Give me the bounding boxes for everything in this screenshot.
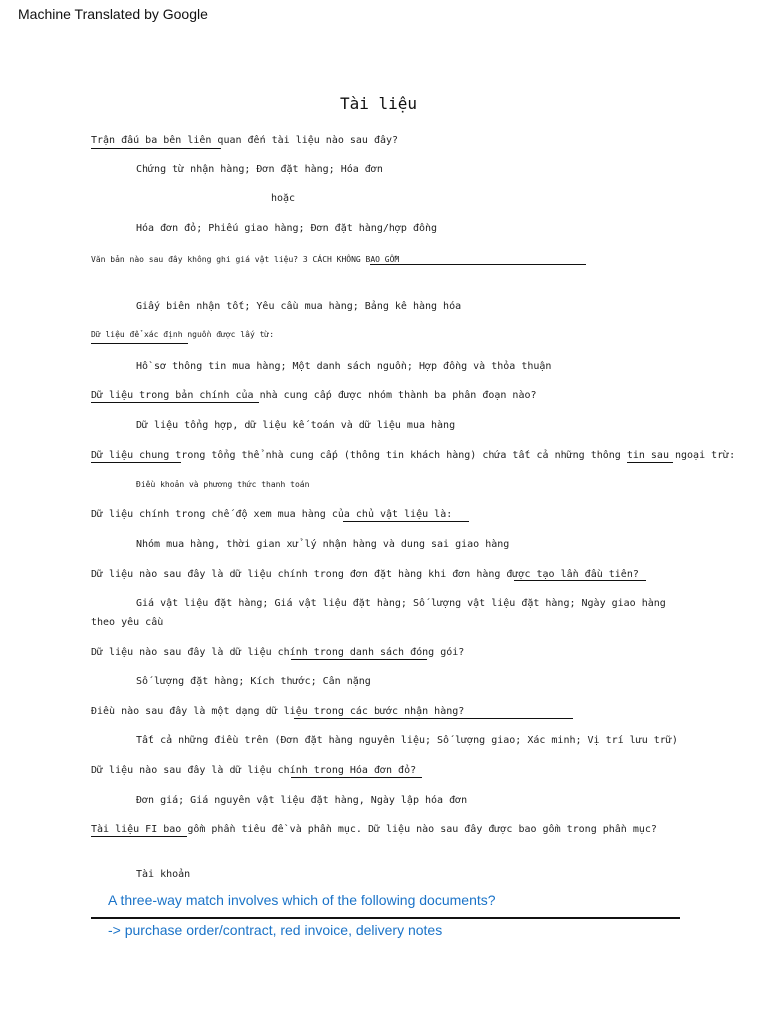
question-line: Dữ liệu trong bản chính của nhà cung cấp được nhóm thành ba phân đoạn nào?	[91, 390, 537, 401]
answer-line-continued: theo yêu cầu	[91, 617, 164, 628]
underline	[91, 148, 221, 149]
question-line: Văn bản nào sau đây không ghi giá vật liệu? 3 CÁCH KHÔNG BAO GỒM	[91, 255, 400, 264]
answer-line: Giấy biên nhận tốt; Yêu cầu mua hàng; Bảng kê hàng hóa	[136, 301, 462, 312]
question-line: Dữ liệu chung trong tổng thể nhà cung cấp (thông tin khách hàng) chứa tất cả những thông tin sau ngoại trừ:	[91, 450, 736, 461]
question-line: Dữ liệu nào sau đây là dữ liệu chính trong Hóa đơn đỏ?	[91, 765, 417, 776]
question-line: Dữ liệu chính trong chế độ xem mua hàng của chủ vật liệu là:	[91, 509, 453, 520]
answer-line: Dữ liệu tổng hợp, dữ liệu kế toán và dữ liệu mua hàng	[136, 420, 456, 431]
underline	[343, 521, 469, 522]
underline	[91, 836, 187, 837]
answer-line: Điều khoản và phương thức thanh toán	[136, 480, 310, 489]
answer-line: Giá vật liệu đặt hàng; Giá vật liệu đặt hàng; Số lượng vật liệu đặt hàng; Ngày giao hàng	[136, 598, 666, 609]
document-title: Tài liệu	[340, 94, 418, 113]
overlay-underline	[91, 917, 680, 919]
underline	[627, 462, 673, 463]
answer-line: Tài khoản	[136, 869, 191, 880]
underline	[91, 402, 259, 403]
question-line: Dữ liệu để xác định nguồn được lấy từ:	[91, 330, 275, 339]
question-line: Dữ liệu nào sau đây là dữ liệu chính trong đơn đặt hàng khi đơn hàng được tạo lần đầu tiên?	[91, 569, 639, 580]
answer-line: Nhóm mua hàng, thời gian xử lý nhận hàng và dung sai giao hàng	[136, 539, 510, 550]
or-line: hoặc	[271, 193, 296, 204]
underline	[514, 580, 646, 581]
underline	[291, 777, 422, 778]
answer-line: Số lượng đặt hàng; Kích thước; Cân nặng	[136, 676, 371, 687]
question-line: Điều nào sau đây là một dạng dữ liệu trong các bước nhận hàng?	[91, 706, 465, 717]
machine-translated-label: Machine Translated by Google	[18, 6, 208, 22]
underline	[294, 718, 573, 719]
question-line: Tài liệu FI bao gồm phần tiêu đề và phần mục. Dữ liệu nào sau đây được bao gồm trong phần mục?	[91, 824, 657, 835]
underline	[91, 343, 188, 344]
answer-line: Chứng từ nhận hàng; Đơn đặt hàng; Hóa đơn	[136, 164, 383, 175]
overlay-question: A three-way match involves which of the following documents?	[108, 892, 496, 908]
underline	[291, 659, 427, 660]
answer-line: Hóa đơn đỏ; Phiếu giao hàng; Đơn đặt hàng/hợp đồng	[136, 223, 438, 234]
question-line: Dữ liệu nào sau đây là dữ liệu chính trong danh sách đóng gói?	[91, 647, 465, 658]
overlay-answer: -> purchase order/contract, red invoice, delivery notes	[108, 922, 443, 938]
answer-line: Tất cả những điều trên (Đơn đặt hàng nguyên liệu; Số lượng giao; Xác minh; Vị trí lưu trữ)	[136, 735, 678, 746]
underline	[91, 462, 181, 463]
answer-line: Hồ sơ thông tin mua hàng; Một danh sách nguồn; Hợp đồng và thỏa thuận	[136, 361, 552, 372]
question-line: Trận đấu ba bên liên quan đến tài liệu nào sau đây?	[91, 135, 399, 146]
underline	[370, 264, 586, 265]
answer-line: Đơn giá; Giá nguyên vật liệu đặt hàng, Ngày lập hóa đơn	[136, 795, 468, 806]
